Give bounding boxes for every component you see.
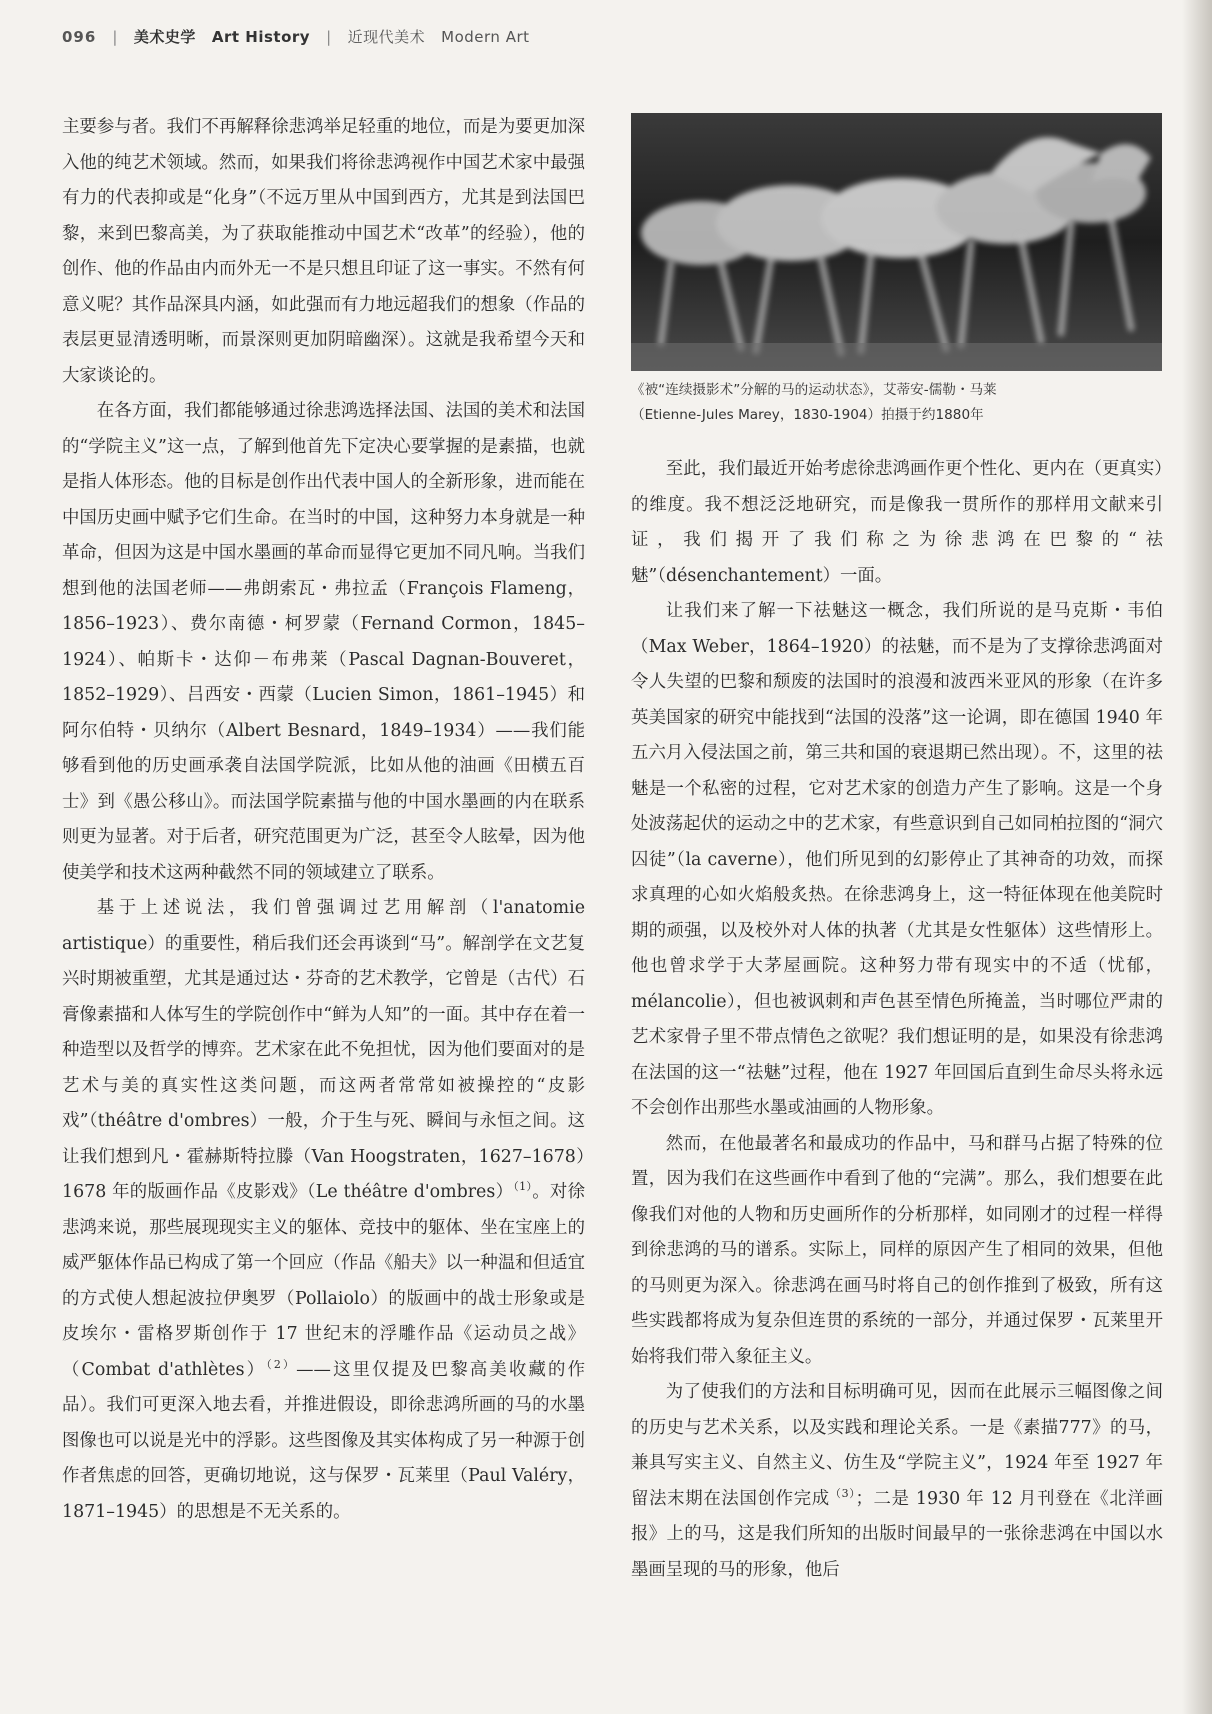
- right-column: [631, 452, 1163, 1588]
- footnote-marker: （2）: [266, 1357, 297, 1371]
- header-divider: |: [326, 27, 332, 46]
- paragraph-text: 基于上述说法，我们曾强调过艺用解剖（l'anatomie artistique）的重要性，稍后我们还会再谈到“马”。解剖学在文艺复兴时期被重塑，尤其是通过达・芬奇的艺术教学，它曾是（古代）石膏像素描和人体写生的学院创作中“鲜为人知”的一面。其中存在着一种造型以及哲学的博弈。艺术家在此不免担忧，因为他们要面对的是艺术与美的真实性这类问题，而这两者常常如被操控的“皮影戏”（théâtre d'ombres）一般，介于生与死、瞬间与永恒之间。这让我们想到凡・霍赫斯特拉滕（Van Hoogstraten，1627–1678）1678 年的版画作品《皮影戏》（Le théâtre d'ombres）: [62, 898, 585, 1202]
- footnote-marker: （1）: [513, 1180, 533, 1194]
- paragraph: 至此，我们最近开始考虑徐悲鸿画作更个性化、更内在（更真实）的维度。我不想泛泛地研究，而是像我一贯所作的那样用文献来引证，我们揭开了我们称之为徐悲鸿在巴黎的“祛魅”（désenchantement）一面。: [631, 459, 1163, 586]
- footnote-marker: （3）: [829, 1486, 856, 1500]
- header-divider: |: [112, 27, 118, 46]
- paragraph-text: ；二是 1930 年 12 月刊登在《北洋画报》上的马，这是我们所知的出版时间最早的一张徐悲鸿在中国以水墨画呈现的马的形象，他后: [631, 1488, 1164, 1580]
- section-cn: 美术史学: [133, 28, 196, 46]
- paragraph: [62, 891, 585, 1530]
- page-edge: [1182, 0, 1212, 1714]
- paragraph: 在各方面，我们都能够通过徐悲鸿选择法国、法国的美术和法国的“学院主义”这一点，了解到他首先下定决心要掌握的是素描，也就是指人体形态。他的目标是创作出代表中国人的全新形象，进而能在中国历史画中赋予它们生命。在当时的中国，这种努力本身就是一种革命，但因为这是中国水墨画的革命而显得它更加不同凡响。当我们想到他的法国老师——弗朗索瓦・弗拉孟（François Flameng，1856–1923）、费尔南德・柯罗蒙（Fernand Cormon，1845–1924）、帕斯卡・达仰－布弗莱（Pascal Dagnan-Bouveret，1852–1929）、吕西安・西蒙（Lucien Simon，1861–1945）和阿尔伯特・贝纳尔（Albert Besnard，1849–1934）——我们能够看到他的历史画承袭自法国学院派，比如从他的油画《田横五百士》到《愚公移山》。而法国学院素描与他的中国水墨画的内在联系则更为显著。对于后者，研究范围更为广泛，甚至令人眩晕，因为他使美学和技术这两种截然不同的领域建立了联系。: [62, 401, 585, 883]
- paragraph: 让我们来了解一下祛魅这一概念，我们所说的是马克斯・韦伯（Max Weber，1864–1920）的祛魅，而不是为了支撑徐悲鸿面对令人失望的巴黎和颓废的法国时的浪漫和波西米亚风的形象（在许多英美国家的研究中能找到“法国的没落”这一论调，即在德国 1940 年五六月入侵法国之前，第三共和国的衰退期已然出现）。不，这里的祛魅是一个私密的过程，它对艺术家的创造力产生了影响。这是一个身处波荡起伏的运动之中的艺术家，有些意识到自己如同柏拉图的“洞穴囚徒”（la caverne），他们所见到的幻影停止了其神奇的功效，而探求真理的心如火焰般炙热。在徐悲鸿身上，这一特征体现在他美院时期的顽强，以及校外对人体的执著（尤其是女性躯体）这些情形上。他也曾求学于大茅屋画院。这种努力带有现实中的不适（忧郁，mélancolie），但也被讽刺和声色甚至情色所掩盖，当时哪位严肃的艺术家骨子里不带点情色之欲呢？我们想证明的是，如果没有徐悲鸿在法国的这一“祛魅”过程，他在 1927 年回国后直到生命尽头将永远不会创作出那些水墨或油画的人物形象。: [631, 601, 1163, 1118]
- paragraph: [631, 1375, 1163, 1588]
- horse-motion-photograph: [631, 113, 1162, 371]
- paragraph-text: 为了使我们的方法和目标明确可见，因而在此展示三幅图像之间的历史与艺术关系，以及实践和理论关系。一是《素描777》的马，兼具写实主义、自然主义、仿生及“学院主义”，1924 年至 1927 年留法末期在法国创作完成: [631, 1382, 1163, 1509]
- left-column: [62, 110, 585, 1530]
- figure-caption: [631, 378, 1166, 428]
- paragraph: 主要参与者。我们不再解释徐悲鸿举足轻重的地位，而是为要更加深入他的纯艺术领域。然而，如果我们将徐悲鸿视作中国艺术家中最强有力的代表抑或是“化身”（不远万里从中国到西方，尤其是到法国巴黎，来到巴黎高美，为了获取能推动中国艺术“改革”的经验），他的创作、他的作品由内而外无一不是只想且印证了这一事实。不然有何意义呢？其作品深具内涵，如此强而有力地远超我们的想象（作品的表层更显清透明晰，而景深则更加阴暗幽深）。这就是我希望今天和大家谈论的。: [62, 117, 585, 386]
- caption-line: （Etienne-Jules Marey，1830-1904）拍摄于约1880年: [631, 407, 984, 423]
- paragraph: 然而，在他最著名和最成功的作品中，马和群马占据了特殊的位置，因为我们在这些画作中看到了他的“完满”。那么，我们想要在此像我们对他的人物和历史画所作的分析那样，如同刚才的过程一样得到徐悲鸿的马的谱系。实际上，同样的原因产生了相同的效果，但他的马则更为深入。徐悲鸿在画马时将自己的创作推到了极致，所有这些实践都将成为复杂但连贯的系统的一部分，并通过保罗・瓦莱里开始将我们带入象征主义。: [631, 1133, 1163, 1367]
- page-number: 096: [62, 27, 97, 46]
- caption-line: 《被“连续摄影术”分解的马的运动状态》，艾蒂安-儒勒・马莱: [631, 382, 997, 398]
- running-header: [62, 26, 530, 47]
- subsection-cn: 近现代美术: [347, 28, 426, 46]
- subsection-en: Modern Art: [441, 27, 530, 46]
- paragraph-text: ——这里仅提及巴黎高美收藏的作品）。我们可更深入地去看，并推进假设，即徐悲鸿所画的马的水墨图像也可以说是光中的浮影。这些图像及其实体构成了另一种源于创作者焦虑的回答，更确切地说，这与保罗・瓦莱里（Paul Valéry，1871–1945）的思想是不无关系的。: [62, 1359, 585, 1522]
- paragraph-text: 。对徐悲鸿来说，那些展现现实主义的躯体、竞技中的躯体、坐在宝座上的威严躯体作品已构成了第一个回应（作品《船夫》以一种温和但适宜的方式使人想起波拉伊奥罗（Pollaiolo）的版画中的战士形象或是皮埃尔・雷格罗斯创作于 17 世纪末的浮雕作品《运动员之战》（Combat d'athlètes）: [62, 1182, 585, 1380]
- horse-photo-image: [631, 113, 1162, 371]
- section-en: Art History: [211, 27, 311, 46]
